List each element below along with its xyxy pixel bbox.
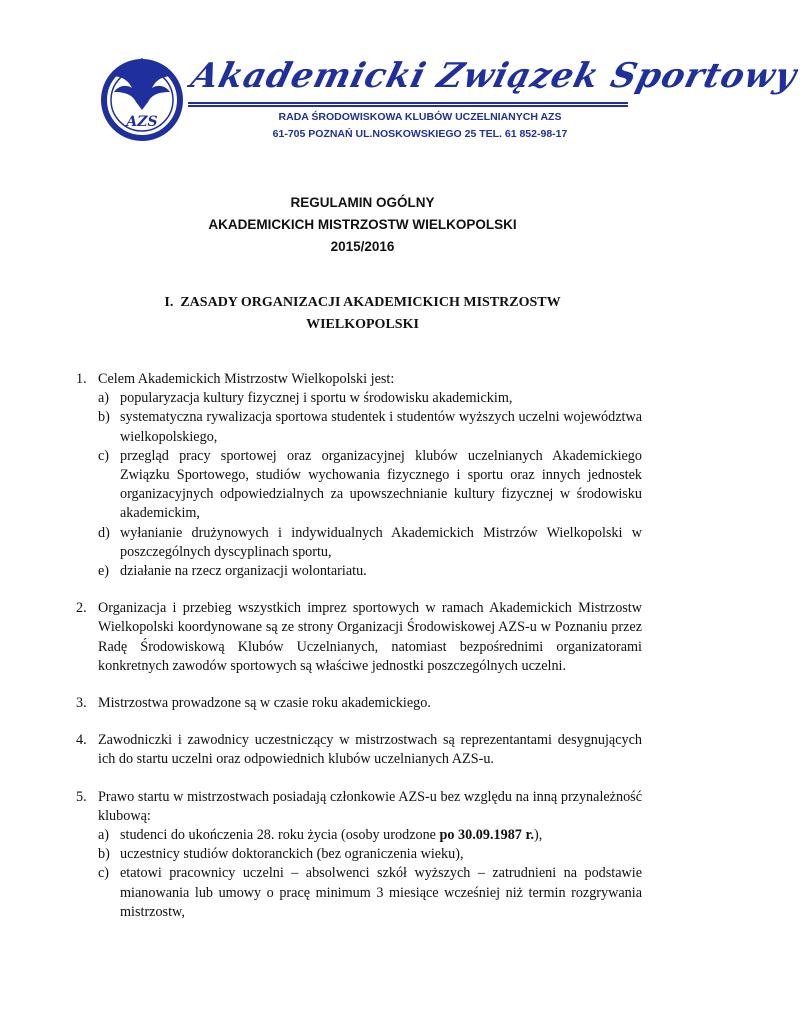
logo-letters: AZS — [126, 114, 158, 130]
item-number: 4. — [76, 732, 87, 749]
section-line-2: WIELKOPOLSKI — [306, 317, 419, 332]
sub-letter: c) — [98, 865, 110, 882]
org-address: 61-705 POZNAŃ UL.NOSKOWSKIEGO 25 TEL. 61 852-98-17 — [272, 128, 568, 140]
azs-eagle-logo-icon — [98, 54, 186, 142]
brand-stripes — [188, 102, 628, 109]
sub-letter: a) — [98, 827, 110, 844]
sub-letter: d) — [98, 524, 110, 541]
list-item — [76, 599, 642, 676]
list-item — [76, 694, 642, 713]
item-number: 5. — [76, 788, 87, 805]
sub-text: uczestnicy studiów doktoranckich (bez ograniczenia wieku), — [120, 846, 464, 863]
sub-letter: e) — [98, 563, 110, 580]
item-number: 2. — [76, 600, 87, 617]
letterhead — [92, 44, 801, 154]
list-item — [76, 731, 642, 769]
sub-text: popularyzacja kultury fizycznej i sportu w środowisku akademickim, — [120, 390, 513, 407]
item-text: Celem Akademickich Mistrzostw Wielkopolski jest: — [98, 371, 395, 387]
sub-text: przegląd pracy sportowej oraz organizacyjnej klubów uczelnianych Akademickiego Związku Sportowego, studiów wychowania fizycznego i sportu oraz innych jednostek organizacyjnych odpowiedzialnych za upowszechnianie kultury fizycznej w środowisku akademickim, — [120, 447, 642, 522]
item-text: Zawodniczki i zawodnicy uczestniczący w mistrzostwach są reprezentantami desygnujących ich do startu uczelni oraz odpowiednich klubów uczelnianych AZS-u. — [98, 732, 642, 768]
sub-item — [98, 845, 642, 864]
list-item — [76, 788, 642, 922]
item-number: 3. — [76, 695, 87, 712]
sub-letter: b) — [98, 409, 110, 426]
sub-item — [98, 524, 642, 562]
sub-text-tail: ), — [534, 827, 543, 844]
item-text: Prawo startu w mistrzostwach posiadają członkowie AZS-u bez względu na inną przynależność klubową: — [98, 788, 642, 824]
section-heading — [140, 292, 585, 336]
sub-item — [98, 562, 642, 581]
item-text: Organizacja i przebieg wszystkich imprez sportowych w ramach Akademickich Mistrzostw Wielkopolski koordynowane są ze strony Organizacji Środowiskowej AZS-u w Poznaniu przez Radę Środowiskową Klubów Uczelnianych, natomiast bezpośrednimi organizatorami konkretnych zawodów sportowych są właściwe jednostki poszczególnych uczelni. — [98, 600, 642, 674]
list-item — [76, 370, 642, 581]
section-line-1: ZASADY ORGANIZACJI AKADEMICKICH MISTRZOSTW — [180, 295, 561, 310]
sub-item — [98, 408, 642, 446]
sub-item — [98, 389, 642, 408]
sub-text: etatowi pracownicy uczelni – absolwenci szkół wyższych – zatrudnieni na podstawie mianowania lub umowy o pracę minimum 3 miesiące wcześniej niż termin rozgrywania mistrzostw, — [120, 865, 642, 920]
sub-text: wyłanianie drużynowych i indywidualnych Akademickich Mistrzów Wielkopolski w poszczególnych dyscyplinach sportu, — [120, 524, 642, 560]
sub-item — [98, 864, 642, 922]
document-title — [0, 192, 725, 258]
org-name: RADA ŚRODOWISKOWA KLUBÓW UCZELNIANYCH AZS — [278, 111, 562, 123]
sub-text: działanie na rzecz organizacji wolontariatu. — [120, 563, 367, 580]
sub-text: studenci do ukończenia 28. roku życia (osoby urodzone — [120, 827, 440, 844]
sub-letter: a) — [98, 390, 110, 407]
title-line-2: AKADEMICKICH MISTRZOSTW WIELKOPOLSKI — [208, 217, 517, 232]
section-numeral: I. — [164, 295, 174, 310]
sub-item — [98, 447, 642, 524]
sub-letter: c) — [98, 447, 110, 464]
birth-date-cutoff: po 30.09.1987 r. — [439, 827, 534, 844]
title-line-3: 2015/2016 — [330, 239, 395, 254]
regulation-body — [76, 370, 642, 940]
sub-item — [98, 826, 642, 845]
sub-letter: b) — [98, 846, 110, 863]
brand-script-title: Akademicki Związek Sportowy — [187, 56, 801, 96]
item-number: 1. — [76, 371, 87, 387]
title-line-1: REGULAMIN OGÓLNY — [290, 195, 435, 210]
sub-text: systematyczna rywalizacja sportowa studentek i studentów wyższych uczelni województwa wielkopolskiego, — [120, 409, 642, 445]
item-text: Mistrzostwa prowadzone są w czasie roku akademickiego. — [98, 695, 431, 712]
